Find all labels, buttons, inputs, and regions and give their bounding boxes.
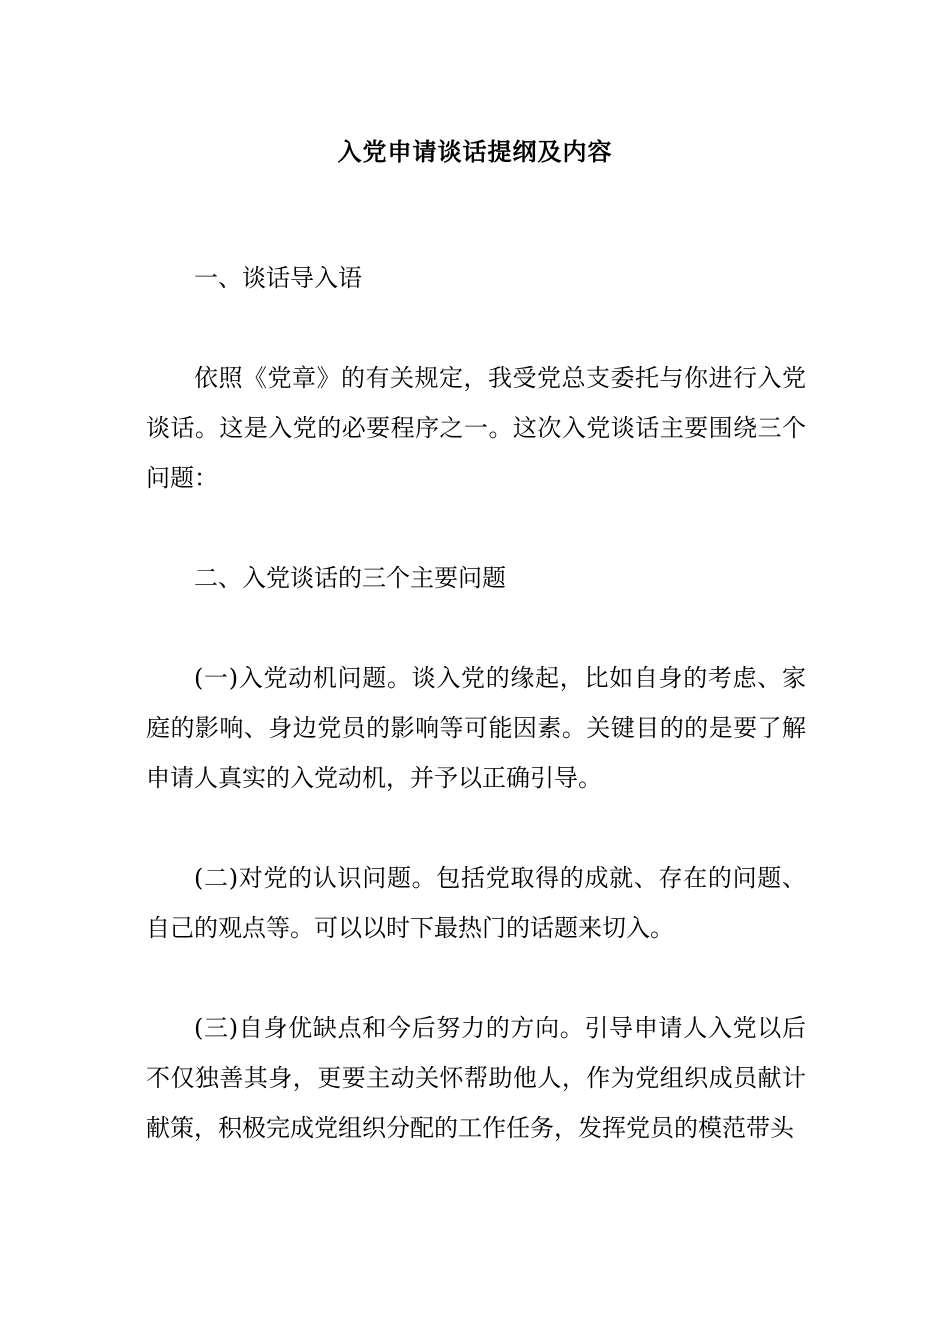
question-3-paragraph: (三)自身优缺点和今后努力的方向。引导申请人入党以后不仅独善其身，更要主动关怀帮助他人，作为党组织成员献计献策，积极完成党组织分配的工作任务，发挥党员的模范带头: [146, 1014, 806, 1142]
document-body: [146, 253, 806, 1153]
section-heading-1: 一、谈话导入语: [194, 264, 362, 292]
document-title: 入党申请谈话提纲及内容: [337, 137, 613, 166]
question-1-paragraph: (一)入党动机问题。谈入党的缘起，比如自身的考虑、家庭的影响、身边党员的影响等可能因素。关键目的的是要了解申请人真实的入党动机，并予以正确引导。: [146, 664, 806, 792]
question-2-paragraph: (二)对党的认识问题。包括党取得的成就、存在的问题、自己的观点等。可以以时下最热门的话题来切入。: [146, 864, 806, 942]
intro-paragraph: 依照《党章》的有关规定，我受党总支委托与你进行入党谈话。这是入党的必要程序之一。这次入党谈话主要围绕三个问题：: [146, 364, 806, 492]
section-heading-2: 二、入党谈话的三个主要问题: [194, 564, 506, 592]
